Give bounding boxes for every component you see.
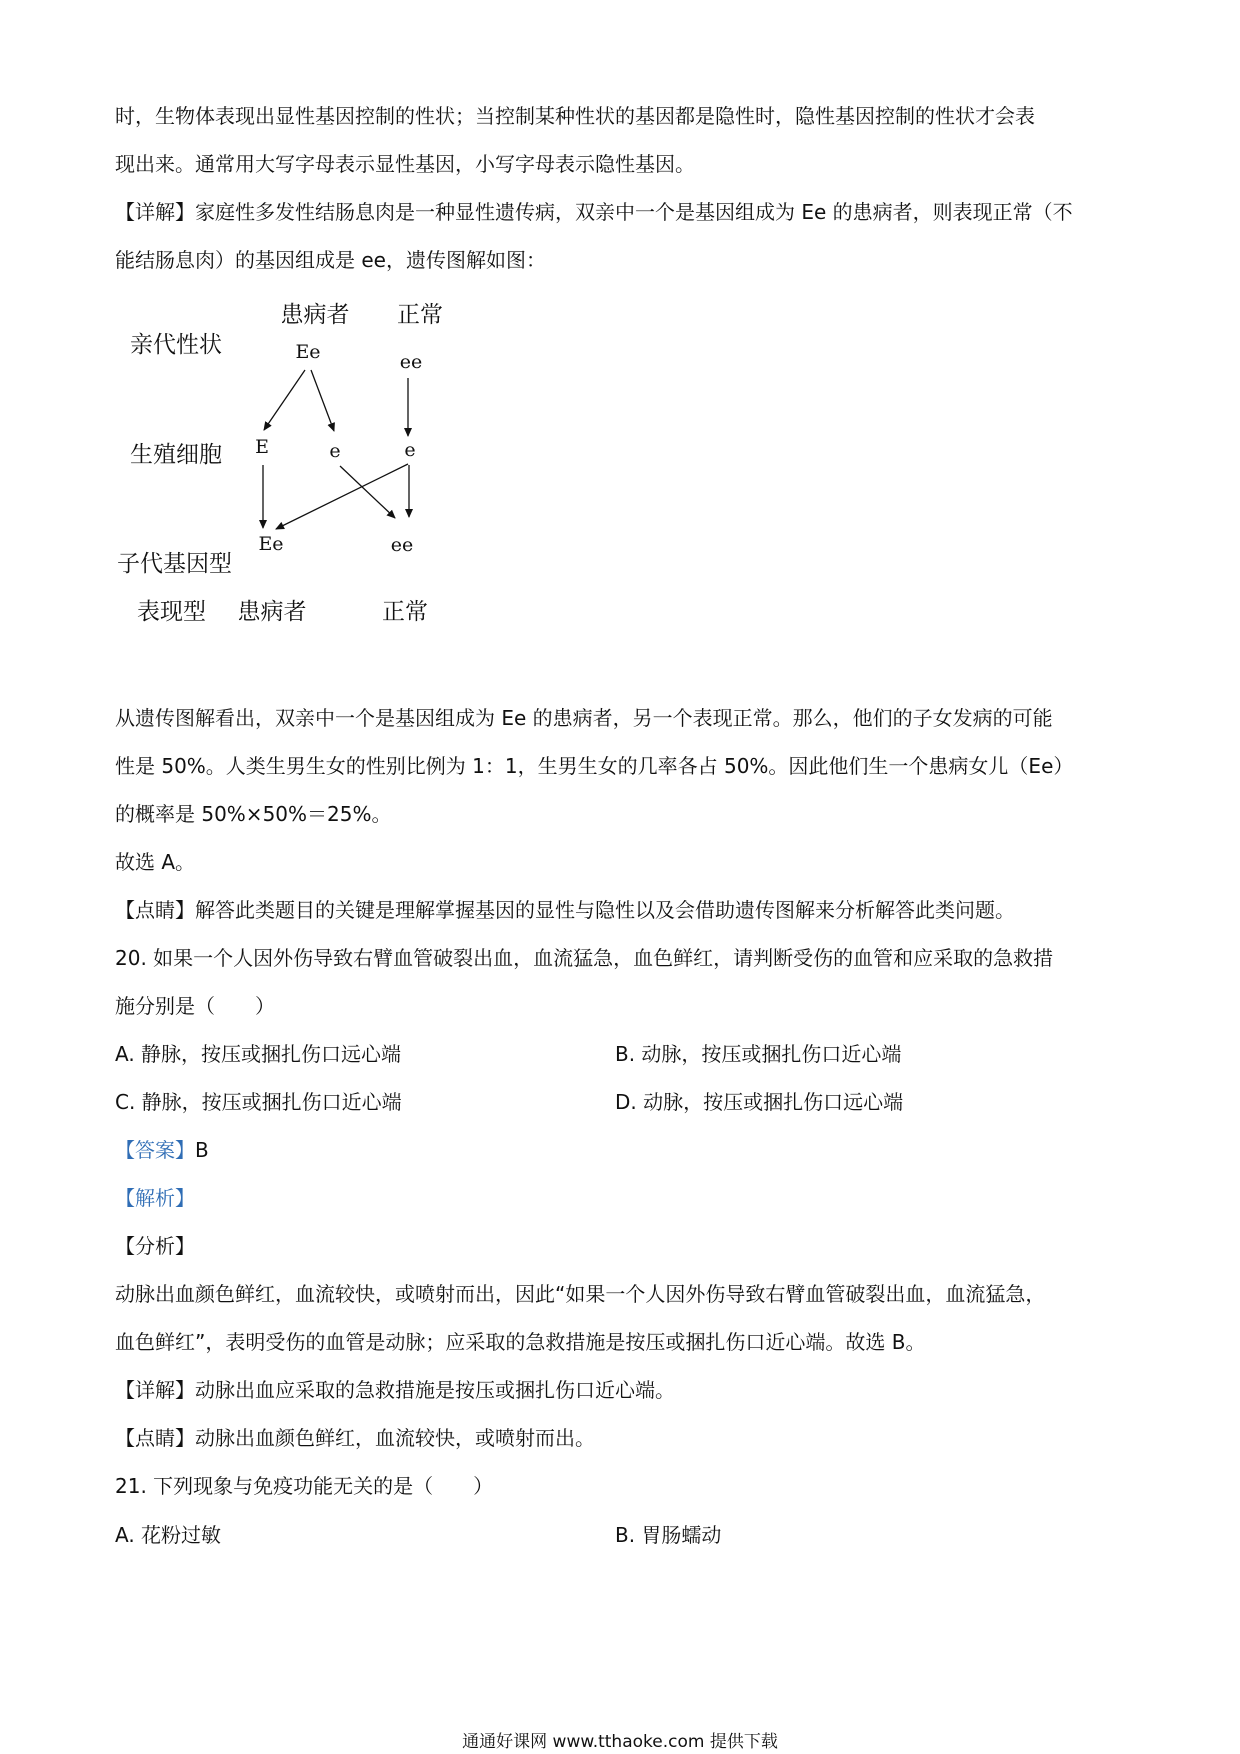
child2-genotype: ee (390, 534, 414, 556)
question-20-stem: 施分别是（ ） (115, 994, 275, 1018)
option-a: A. 静脉，按压或捆扎伤口远心端 (115, 1042, 402, 1066)
fenxi-tag: 【分析】 (115, 1234, 195, 1258)
point-line (115, 1424, 595, 1452)
child2-phenotype: 正常 (382, 599, 428, 625)
detail-tag: 【详解】 (115, 1378, 195, 1402)
point-text: 解答此类题目的关键是理解掌握基因的显性与隐性以及会借助遗传图解来分析解答此类问题。 (195, 898, 1015, 922)
answer-line (115, 1136, 209, 1164)
detail-text: 家庭性多发性结肠息肉是一种显性遗传病，双亲中一个是基因组成为 Ee 的患病者，则表现正常（不 (195, 200, 1073, 224)
row-label-gamete: 生殖细胞 (130, 442, 222, 468)
gamete-3: e (404, 439, 416, 461)
gamete-1: E (255, 436, 269, 458)
paragraph-line: 能结肠息肉）的基因组成是 ee，遗传图解如图： (115, 248, 546, 272)
detail-line (115, 198, 1073, 226)
parent1-label: 患病者 (280, 302, 350, 328)
child1-genotype: Ee (258, 533, 284, 555)
parent1-genotype: Ee (295, 341, 321, 363)
question-20-stem: 20. 如果一个人因外伤导致右臂血管破裂出血，血流猛急，血色鲜红，请判断受伤的血管和应采取的急救措 (115, 946, 1054, 970)
point-line (115, 896, 1015, 924)
gamete-2: e (329, 440, 341, 462)
point-tag: 【点睛】 (115, 898, 195, 922)
answer-value: B (195, 1138, 209, 1162)
detail-line (115, 1376, 675, 1404)
fenxi-line: 动脉出血颜色鲜红，血流较快，或喷射而出，因此“如果一个人因外伤导致右臂血管破裂出血，血流猛急， (115, 1282, 1046, 1306)
paragraph-line: 现出来。通常用大写字母表示显性基因，小写字母表示隐性基因。 (115, 152, 695, 176)
cross-arrow (276, 464, 408, 529)
page-footer[interactable]: 通通好课网 www.tthaoke.com 提供下载 (462, 1732, 778, 1752)
option-a: A. 花粉过敏 (115, 1523, 222, 1547)
analysis-tag: 【解析】 (115, 1186, 195, 1210)
option-b: B. 动脉，按压或捆扎伤口近心端 (615, 1042, 902, 1066)
row-label-offspring: 子代基因型 (117, 551, 232, 577)
cross-arrow (311, 370, 334, 431)
cross-arrow (264, 370, 305, 430)
option-d: D. 动脉，按压或捆扎伤口远心端 (615, 1090, 904, 1114)
answer-choice: 故选 A。 (115, 850, 196, 874)
row-label-phenotype: 表现型 (137, 599, 206, 625)
detail-text: 动脉出血应采取的急救措施是按压或捆扎伤口近心端。 (195, 1378, 675, 1402)
question-21-stem: 21. 下列现象与免疫功能无关的是（ ） (115, 1474, 494, 1498)
fenxi-line: 血色鲜红”，表明受伤的血管是动脉；应采取的急救措施是按压或捆扎伤口近心端。故选 B。 (115, 1330, 926, 1354)
point-tag: 【点睛】 (115, 1426, 195, 1450)
row-label-parent: 亲代性状 (130, 332, 222, 358)
option-b: B. 胃肠蠕动 (615, 1523, 722, 1547)
point-text: 动脉出血颜色鲜红，血流较快，或喷射而出。 (195, 1426, 595, 1450)
paragraph-line: 从遗传图解看出，双亲中一个是基因组成为 Ee 的患病者，另一个表现正常。那么，他们的子女发病的可能 (115, 706, 1053, 730)
parent2-genotype: ee (399, 351, 423, 373)
child1-phenotype: 患病者 (237, 599, 307, 625)
paragraph-line: 性是 50%。人类生男生女的性别比例为 1：1，生男生女的几率各占 50%。因此他们生一个患病女儿（Ee） (115, 754, 1074, 778)
paragraph-line: 时，生物体表现出显性基因控制的性状；当控制某种性状的基因都是隐性时，隐性基因控制的性状才会表 (115, 104, 1035, 128)
parent2-label: 正常 (397, 302, 443, 328)
paragraph-line: 的概率是 50%×50%＝25%。 (115, 802, 392, 826)
option-c: C. 静脉，按压或捆扎伤口近心端 (115, 1090, 402, 1114)
genetic-cross-diagram (105, 300, 535, 645)
detail-tag: 【详解】 (115, 200, 195, 224)
answer-tag: 【答案】 (115, 1138, 195, 1162)
